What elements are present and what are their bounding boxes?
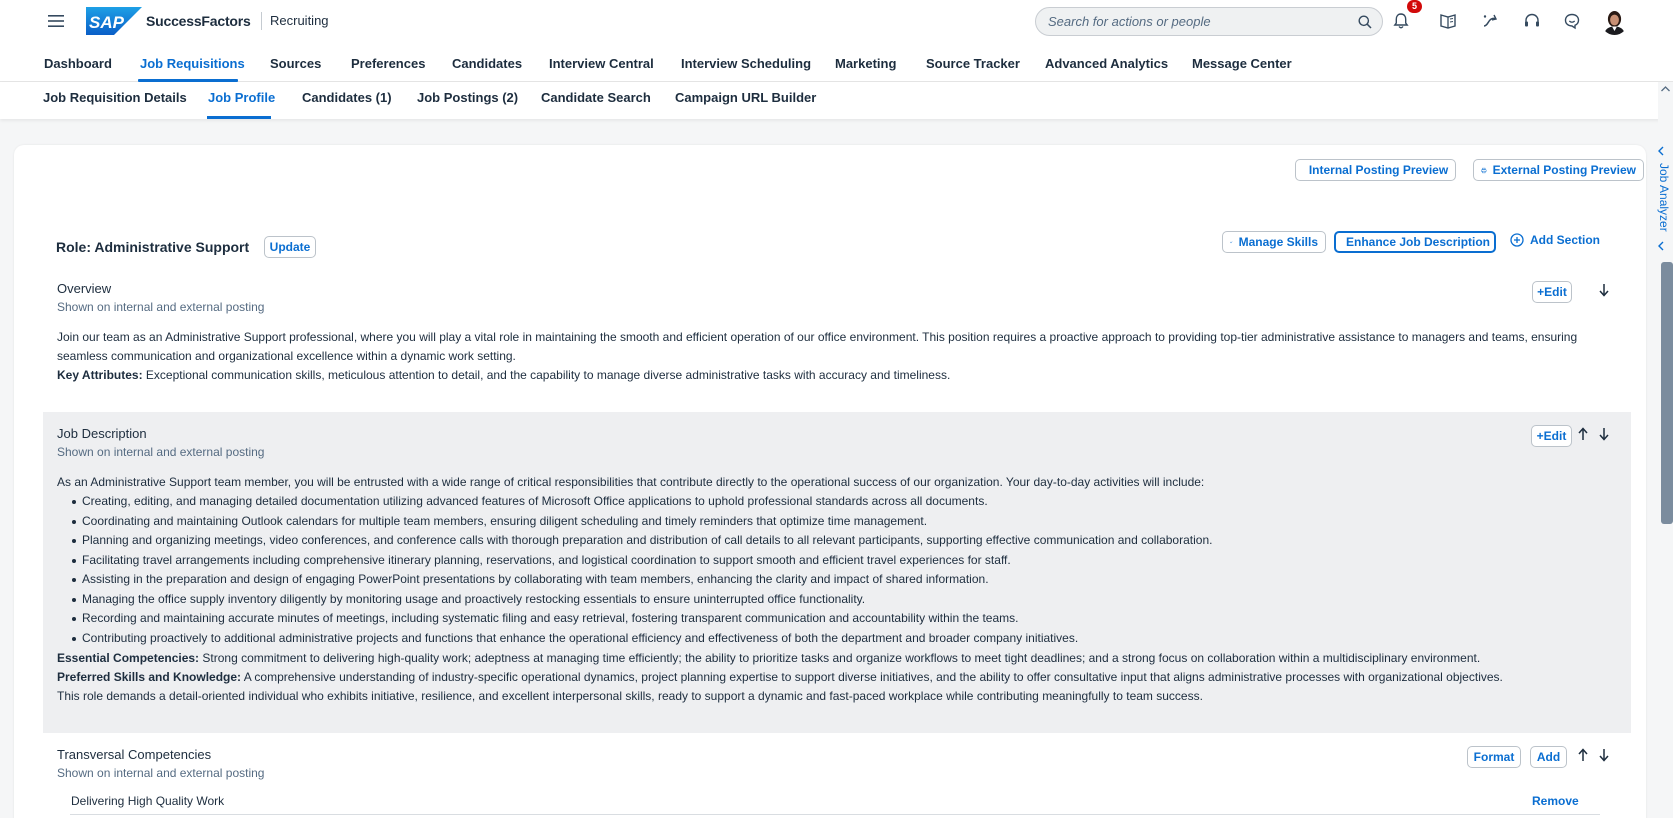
overview-edit-label: +Edit <box>1537 285 1567 299</box>
overview-line-2: seamless communication and organizational excellence within a dynamic work setting. <box>57 349 516 363</box>
list-item: Assisting in the preparation and design of engaging PowerPoint presentations by collaborating with team members, enhancing the clarity and impact of shared information. <box>70 570 1212 590</box>
scrollbar-thumb[interactable] <box>1661 262 1673 524</box>
overview-edit-button[interactable] <box>1532 281 1572 303</box>
preferred-skills-text: A comprehensive understanding of industry-specific operational dynamics, project planning expertise to support diverse initiatives, and the ability to offer consultative input that aligns administrative processes with organizational objectives. <box>243 670 1503 684</box>
user-avatar-icon <box>1601 8 1628 35</box>
bell-icon[interactable] <box>1391 11 1411 31</box>
overview-title: Overview <box>57 281 112 296</box>
key-attributes-text: Exceptional communication skills, meticulous attention to detail, and the capability to manage diverse administrative tasks with accuracy and timeliness. <box>145 368 951 382</box>
add-circle-icon <box>1510 233 1524 247</box>
manage-skills-button[interactable] <box>1222 231 1326 253</box>
nav-marketing[interactable]: Marketing <box>835 56 897 71</box>
essential-competencies-label: Essential Competencies: <box>57 651 200 665</box>
external-posting-preview-button[interactable] <box>1473 159 1644 181</box>
primary-navigation <box>0 42 1673 82</box>
shell-divider <box>261 12 262 30</box>
responsibilities-list <box>70 492 1212 648</box>
tab-candidate-search[interactable]: Candidate Search <box>541 90 651 105</box>
avatar[interactable] <box>1601 8 1628 35</box>
list-item: Managing the office supply inventory diligently by monitoring usage and proactively restocking essentials to ensure uninterrupted office functionality. <box>70 590 1212 610</box>
tab-job-requisition-details[interactable]: Job Requisition Details <box>43 90 187 105</box>
nav-interview-scheduling[interactable]: Interview Scheduling <box>681 56 812 71</box>
module-name: Recruiting <box>270 13 329 28</box>
move-up-icon[interactable] <box>1577 427 1589 441</box>
nav-source-tracker[interactable]: Source Tracker <box>926 56 1020 71</box>
list-item: Contributing proactively to additional administrative projects and functions that enhance the operational efficiency and effectiveness of both the department and broader company initiatives. <box>70 629 1212 649</box>
add-competency-button[interactable] <box>1530 746 1567 768</box>
enhance-job-description-button[interactable] <box>1334 231 1496 253</box>
competency-name: Delivering High Quality Work <box>71 794 225 808</box>
list-item: Coordinating and maintaining Outlook calendars for multiple team members, ensuring diligent scheduling and timely reminders that optimize time management. <box>70 512 1212 532</box>
job-description-closing: This role demands a detail-oriented individual who exhibits initiative, resilience, and excellent interpersonal skills, ready to support a dynamic and fast-paced workplace while contributing meaningfully to team success. <box>57 689 1203 703</box>
format-label: Format <box>1473 750 1515 764</box>
nav-interview-central[interactable]: Interview Central <box>549 56 654 71</box>
svg-text:SAP: SAP <box>89 13 124 32</box>
list-item: Creating, editing, and managing detailed documentation utilizing advanced features of Microsoft Office applications to uphold professional standards across all documents. <box>70 492 1212 512</box>
job-description-edit-button[interactable] <box>1531 425 1572 447</box>
move-down-icon[interactable] <box>1598 427 1610 441</box>
sap-logo-icon[interactable] <box>86 7 142 35</box>
job-analyzer-tab[interactable]: Job Analyzer <box>1657 163 1671 232</box>
tab-active-indicator <box>207 116 271 119</box>
list-item: Planning and organizing meetings, video conferences, and conference calls with thorough preparation and distribution of call details to all relevant participants, supporting effective communication and collaboration. <box>70 531 1212 551</box>
transversal-competencies-title: Transversal Competencies <box>57 747 212 762</box>
job-requisition-tabs <box>0 82 1660 119</box>
printer-icon <box>1481 164 1487 177</box>
internal-posting-preview-label: Internal Posting Preview <box>1308 163 1449 177</box>
tab-job-postings[interactable]: Job Postings (2) <box>417 90 519 105</box>
scroll-up-icon[interactable] <box>1660 85 1671 93</box>
shell-bar <box>0 0 1673 42</box>
overview-key-attributes <box>57 366 1577 385</box>
format-button[interactable] <box>1467 746 1521 768</box>
add-section-button[interactable] <box>1510 233 1600 247</box>
update-role-label: Update <box>269 240 311 254</box>
job-description-visibility: Shown on internal and external posting <box>57 445 265 459</box>
brand-name: SuccessFactors <box>146 13 251 29</box>
nav-dashboard[interactable]: Dashboard <box>44 56 112 71</box>
nav-preferences[interactable]: Preferences <box>351 56 426 71</box>
remove-competency-button[interactable]: Remove <box>1532 794 1579 808</box>
tab-job-profile[interactable]: Job Profile <box>208 90 276 105</box>
list-item: Recording and maintaining accurate minutes of meetings, including systematic filing and easy retrieval, fostering transparent communication and accountability within the teams. <box>70 609 1212 629</box>
preferred-skills-label: Preferred Skills and Knowledge: <box>57 670 242 684</box>
add-section-label: Add Section <box>1530 233 1601 247</box>
nav-sources[interactable]: Sources <box>270 56 322 71</box>
essential-competencies <box>57 649 1503 668</box>
tab-candidates[interactable]: Candidates (1) <box>302 90 392 105</box>
add-competency-label: Add <box>1536 750 1561 764</box>
job-description-title: Job Description <box>57 426 147 441</box>
global-search[interactable] <box>1035 7 1383 36</box>
internal-posting-preview-button[interactable] <box>1295 159 1456 181</box>
update-role-button[interactable] <box>264 236 316 258</box>
competency-divider <box>70 814 1600 815</box>
manage-skills-label: Manage Skills <box>1238 235 1318 249</box>
search-icon[interactable] <box>1358 15 1372 29</box>
role-title: Role: Administrative Support <box>56 239 250 255</box>
tab-campaign-url-builder[interactable]: Campaign URL Builder <box>675 90 817 105</box>
move-down-icon[interactable] <box>1598 748 1610 762</box>
job-description-intro: As an Administrative Support team member, you will be entrusted with a wide range of critical responsibilities that contribute directly to the operational success of our organization. Your day-to-day activities will include: <box>57 475 1205 489</box>
nav-candidates[interactable]: Candidates <box>452 56 523 71</box>
preferred-skills <box>57 668 1503 687</box>
joule-icon[interactable] <box>1480 11 1500 31</box>
move-up-icon[interactable] <box>1577 748 1589 762</box>
notification-badge: 5 <box>1407 0 1422 13</box>
feedback-icon[interactable] <box>1562 11 1582 31</box>
headset-icon[interactable] <box>1522 11 1542 31</box>
job-description-edit-label: +Edit <box>1536 429 1567 443</box>
key-attributes-label: Key Attributes: <box>57 368 143 382</box>
list-item: Facilitating travel arrangements including comprehensive itinerary planning, reservations, and logistical coordination to support smooth and efficient travel experiences for staff. <box>70 551 1212 571</box>
overview-visibility: Shown on internal and external posting <box>57 300 265 314</box>
nav-message-center[interactable]: Message Center <box>1192 56 1292 71</box>
external-posting-preview-label: External Posting Preview <box>1492 163 1636 177</box>
essential-competencies-text: Strong commitment to delivering high-quality work; adeptness at managing time efficiently; the ability to prioritize tasks and organize workflows to meet tight deadlines; and a strong focus on collaboration within a multidisciplinary environment. <box>202 651 1481 665</box>
nav-job-requisitions[interactable]: Job Requisitions <box>140 56 245 71</box>
enhance-job-description-label: Enhance Job Description <box>1345 235 1491 249</box>
transversal-competencies-visibility: Shown on internal and external posting <box>57 766 265 780</box>
search-input[interactable] <box>1048 8 1348 35</box>
overview-line-1: Join our team as an Administrative Support professional, where you will play a vital role in maintaining the smooth and efficient operation of our office environment. This position requires a proactive approach to providing top-tier administrative assistance to managers and teams, ensuring <box>57 330 1578 344</box>
learning-icon[interactable] <box>1438 11 1458 31</box>
sparkle-icon <box>1230 236 1233 249</box>
job-description-requirements <box>57 649 1503 706</box>
nav-advanced-analytics[interactable]: Advanced Analytics <box>1045 56 1169 71</box>
move-down-icon[interactable] <box>1598 283 1610 297</box>
overview-text <box>57 328 1577 385</box>
menu-icon[interactable] <box>47 12 67 30</box>
